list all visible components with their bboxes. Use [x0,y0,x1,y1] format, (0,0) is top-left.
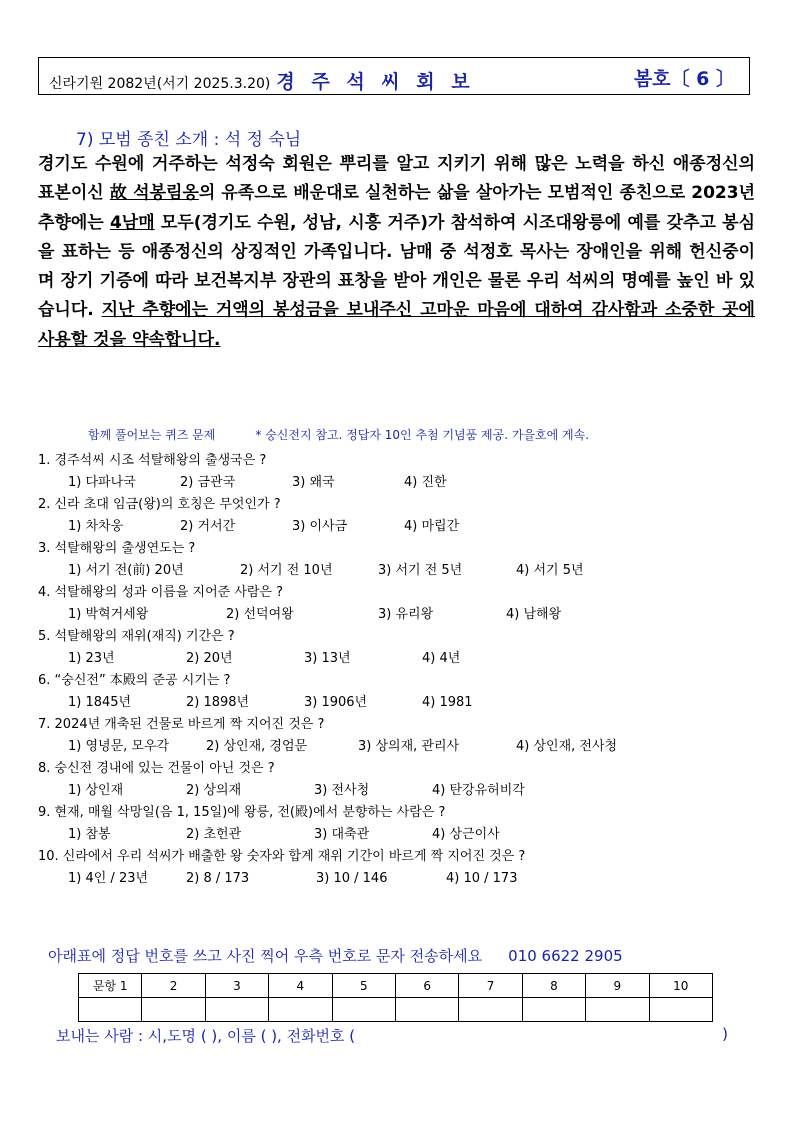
newsletter-header [38,57,750,95]
answer-header-cell: 2 [142,974,205,998]
quiz-option: 2) 거서간 [180,519,236,534]
quiz-question: 1. 경주석씨 시조 석탈해왕의 출생국은 ? [38,453,267,468]
intro-text-1: 경기도 수원에 거주하는 석정숙 회원은 뿌리를 알고 지키기 위해 많은 노력을 하신 애종정신의 표본이신 [38,154,755,204]
quiz-option: 2) 1898년 [186,695,250,710]
quiz-question: 9. 현재, 매월 삭망일(음 1, 15일)에 왕릉, 전(殿)에서 분향하는 사람은 ? [38,805,446,820]
answer-header-cell: 4 [269,974,332,998]
answer-input-cell[interactable] [649,998,712,1022]
quiz-options [38,868,748,890]
quiz-option: 4) 서기 5년 [516,563,584,578]
quiz-option: 1) 상인재 [68,783,124,798]
quiz-option: 3) 10 / 146 [316,871,388,886]
answer-input-cell[interactable] [79,998,142,1022]
quiz-option: 4) 1981 [422,695,473,710]
quiz-option: 4) 진한 [404,475,447,490]
quiz-option: 1) 참봉 [68,827,111,842]
quiz-options [38,648,748,670]
answer-input-cell[interactable] [269,998,332,1022]
answer-header-cell: 3 [205,974,268,998]
sender-info [56,1025,728,1046]
answer-table [78,973,713,1022]
quiz-option: 2) 상의재 [186,783,242,798]
quiz-option: 3) 전사청 [314,783,370,798]
quiz-option: 4) 10 / 173 [446,871,518,886]
submit-instruction [48,945,623,966]
quiz-heading-row [88,426,589,443]
quiz-list [38,450,748,890]
quiz-option: 2) 상인재, 경엄문 [206,739,308,754]
answer-header-cell: 문항 1 [79,974,142,998]
quiz-option: 1) 다파나국 [68,475,136,490]
quiz-note: * 숭신전지 참고. 정답자 10인 추첨 기념품 제공. 가을호에 게속. [255,428,590,442]
intro-underline-1: 故 석봉림옹 [109,183,199,204]
answer-header-cell: 6 [395,974,458,998]
intro-paragraph [38,150,755,355]
answer-header-cell: 5 [332,974,395,998]
quiz-question: 3. 석탈해왕의 출생연도는 ? [38,541,196,556]
quiz-option: 1) 박혁거세왕 [68,607,149,622]
answer-input-cell[interactable] [459,998,522,1022]
quiz-option: 2) 서기 전 10년 [240,563,333,578]
submit-text: 아래표에 정답 번호를 쓰고 사진 찍어 우측 번호로 문자 전송하세요 [48,947,483,965]
quiz-option: 1) 서기 전(前) 20년 [68,563,184,578]
quiz-option: 4) 4년 [422,651,461,666]
quiz-option: 1) 23년 [68,651,115,666]
answer-header-cell: 9 [586,974,649,998]
quiz-options [38,736,748,758]
issue-number: 〔 6 〕 [670,68,735,90]
quiz-question: 8. 숭신전 경내에 있는 건물이 아닌 것은 ? [38,761,275,776]
quiz-option: 1) 차차웅 [68,519,124,534]
quiz-option: 3) 대축관 [314,827,370,842]
quiz-option: 3) 1906년 [304,695,368,710]
quiz-options [38,692,748,714]
quiz-option: 3) 서기 전 5년 [378,563,463,578]
quiz-question: 10. 신라에서 우리 석씨가 배출한 왕 숫자와 합계 재위 기간이 바르게 짝 지어진 것은 ? [38,849,526,864]
quiz-option: 3) 이사금 [292,519,348,534]
sender-close: ) [722,1025,728,1043]
newsletter-title: 경 주 석 씨 회 보 [276,71,475,93]
header-left [49,67,475,94]
quiz-option: 3) 13년 [304,651,351,666]
intro-text-3: 모두(경기도 수원, 성남, 시흥 거주)가 참석하여 시조대왕릉에 예를 갖추고 봉심을 표하는 등 애종정신의 상징적인 가족입니다. 남매 중 석정호 목사는 장애인을 위해 헌신중이며 장기 기증에 따라 보건복지부 장관의 표창을 받아 개인은 물론 우리 석씨의 명예를 높인 바 있습니다. [38,212,755,321]
quiz-heading: 함께 풀어보는 퀴즈 문제 [88,428,216,442]
submit-phone: 010 6622 2905 [508,947,623,965]
answer-header-cell: 10 [649,974,712,998]
quiz-option: 4) 탄강유허비각 [432,783,525,798]
quiz-option: 2) 초헌관 [186,827,242,842]
quiz-option: 4) 마립간 [404,519,460,534]
issue-season: 봄호 [633,68,671,90]
answer-input-cell[interactable] [395,998,458,1022]
quiz-option: 1) 4인 / 23년 [68,871,149,886]
quiz-option: 1) 1845년 [68,695,132,710]
answer-input-cell[interactable] [205,998,268,1022]
section-title: 7) 모범 종친 소개 : 석 정 숙님 [76,130,302,150]
quiz-options [38,560,748,582]
quiz-question: 6. “숭신전” 本殿의 준공 시기는 ? [38,673,231,688]
intro-text-2: 의 유족으로 배운대로 실천하는 삶을 살아가는 모범적인 종친으로 2023년 추향에는 [38,183,756,233]
quiz-option: 4) 상인재, 전사청 [516,739,618,754]
quiz-question: 4. 석탈해왕의 성과 이름을 지어준 사람은 ? [38,585,284,600]
quiz-option: 2) 선덕여왕 [226,607,294,622]
quiz-question: 7. 2024년 개축된 건물로 바르게 짝 지어진 것은 ? [38,717,325,732]
intro-underline-2: 4남매 [109,212,155,233]
quiz-option: 2) 8 / 173 [186,871,250,886]
quiz-options [38,780,748,802]
quiz-option: 2) 금관국 [180,475,236,490]
intro-underline-3: 지난 추향에는 거액의 봉성금을 보내주신 고마운 마음에 대하여 감사함과 소중한 곳에 사용할 것을 약속합니다. [38,300,755,350]
quiz-option: 3) 왜국 [292,475,335,490]
answer-header-cell: 8 [522,974,585,998]
header-date: 신라기원 2082년(서기 2025.3.20) [49,76,271,92]
answer-table-blank-row [79,998,713,1022]
quiz-options [38,824,748,846]
answer-input-cell[interactable] [586,998,649,1022]
quiz-question: 2. 신라 초대 임금(왕)의 호칭은 무엇인가 ? [38,497,281,512]
quiz-option: 4) 상근이사 [432,827,500,842]
quiz-option: 2) 20년 [186,651,233,666]
answer-header-cell: 7 [459,974,522,998]
quiz-option: 4) 남해왕 [506,607,562,622]
quiz-option: 3) 상의재, 관리사 [358,739,460,754]
quiz-option: 1) 영녕문, 모우각 [68,739,170,754]
quiz-option: 3) 유리왕 [378,607,434,622]
quiz-question: 5. 석탈해왕의 재위(재직) 기간은 ? [38,629,235,644]
answer-input-cell[interactable] [332,998,395,1022]
quiz-options [38,604,748,626]
quiz-options [38,472,748,494]
quiz-options [38,516,748,538]
sender-label: 보내는 사람 : 시,도명 ( ), 이름 ( ), 전화번호 ( [56,1027,356,1045]
answer-table-header [79,974,713,998]
answer-input-cell[interactable] [142,998,205,1022]
answer-input-cell[interactable] [522,998,585,1022]
header-issue [634,64,735,91]
